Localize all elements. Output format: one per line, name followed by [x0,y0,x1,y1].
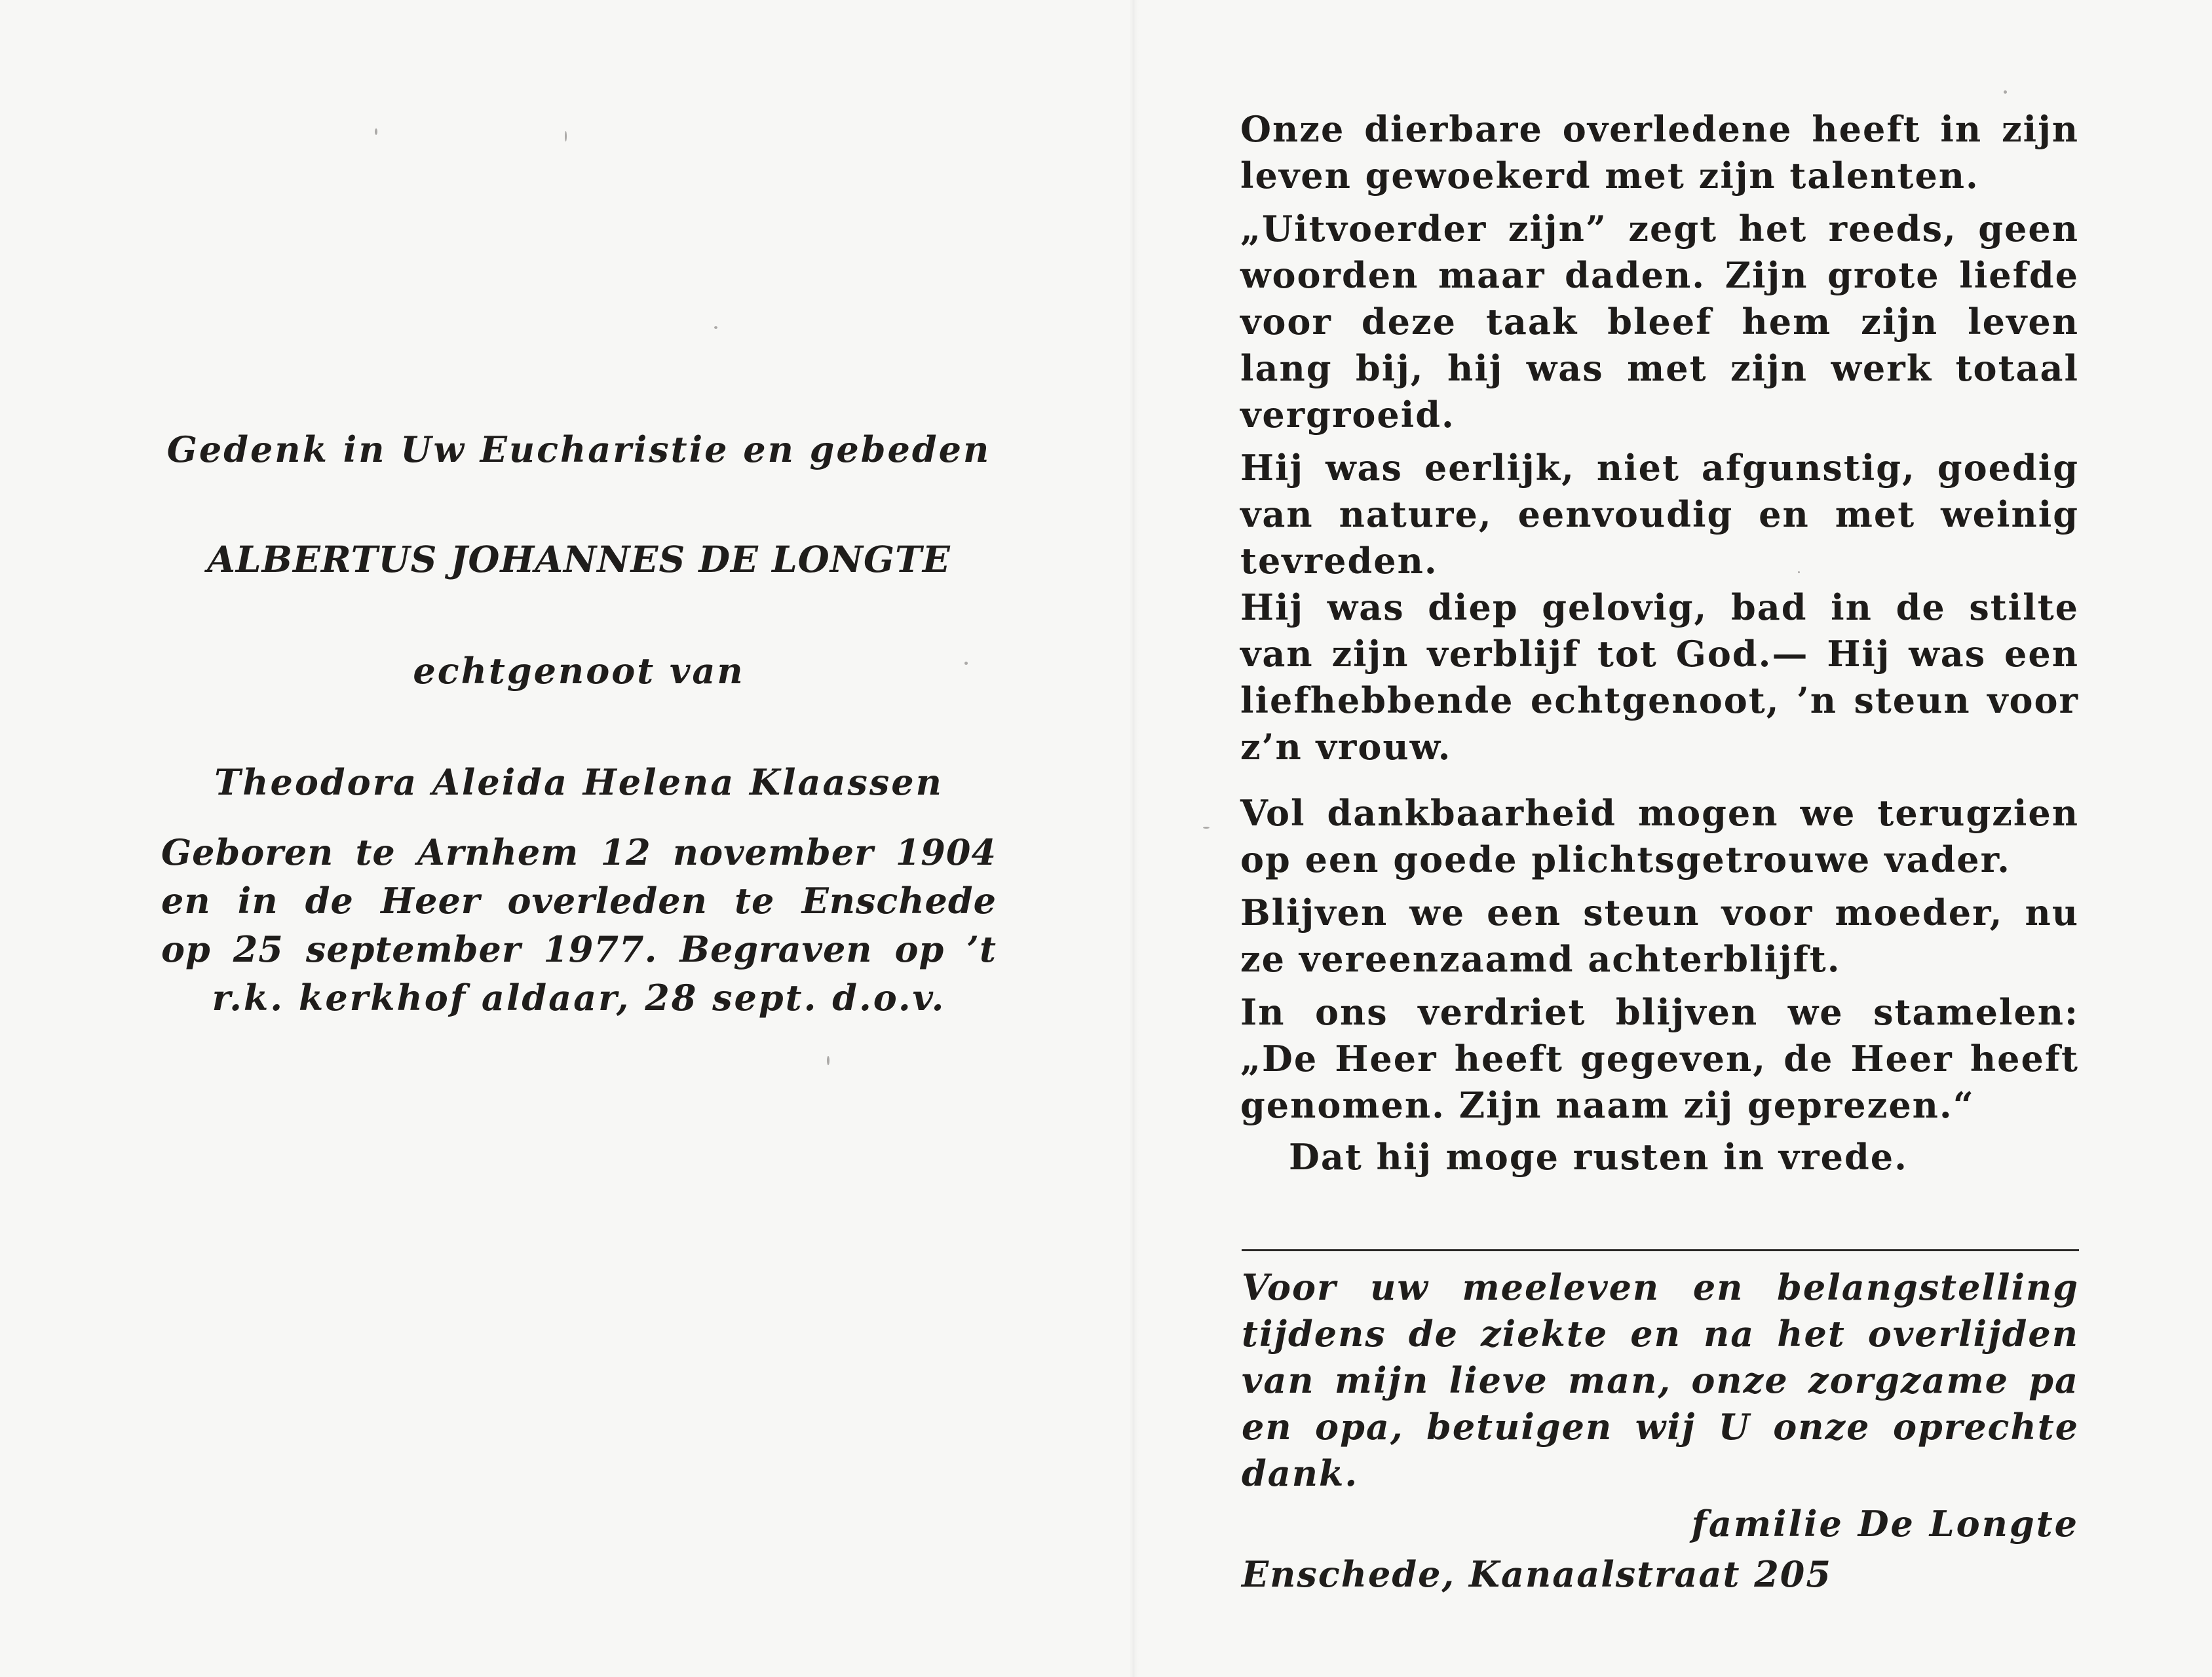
tribute-line: z’n vrouw. [1240,726,1452,768]
tribute-line: genomen. Zijn naam zij geprezen.“ [1240,1084,1975,1126]
thanks-line: dank. [1242,1452,1359,1494]
tribute-line: „De Heer heeft gegeven, de Heer heeft [1240,1038,2079,1080]
thanks-line: van mijn lieve man, onze zorgzame pa [1242,1359,2079,1401]
paper-speck [2004,90,2007,94]
tribute-line: In ons verdriet blijven we stamelen: [1240,991,2079,1033]
deceased-name: ALBERTUS JOHANNES DE LONGTE [207,538,951,580]
tribute-line: leven gewoekerd met zijn talenten. [1240,155,1979,197]
family-signature: familie De Longte [1691,1503,2079,1545]
tribute-line: lang bij, hij was met zijn werk totaal [1240,347,2079,389]
tribute-paragraph [1240,445,2079,584]
tribute-line: voor deze taak bleef hem zijn leven [1240,301,2079,343]
family-address: Enschede, Kanaalstraat 205 [1242,1553,1832,1595]
left-panel [161,426,997,1022]
tribute-line: liefhebbende echtgenoot, ’n steun voor [1240,679,2079,721]
paper-speck [714,326,717,329]
birth-death-block [161,828,997,1022]
tribute-line: woorden maar daden. Zijn grote liefde [1240,254,2079,296]
tribute-line: „Uitvoerder zijn” zegt het reeds, geen [1240,208,2079,250]
closing-line: Dat hij moge rusten in vrede. [1289,1136,1908,1178]
tribute-line: van zijn verblijf tot God.— Hij was een [1240,633,2079,675]
tribute-line: op een goede plichtsgetrouwe vader. [1240,838,2011,880]
spouse-name: Theodora Aleida Helena Klaassen [214,761,944,803]
invocation-text: Gedenk in Uw Eucharistie en gebeden [166,428,991,470]
thanks-line: tijdens de ziekte en na het overlijden [1242,1313,2079,1355]
tribute-paragraph [1240,890,2079,983]
tribute-line: tevreden. [1240,540,1438,582]
tribute-line: vergroeid. [1240,394,1455,436]
paper-speck [1203,827,1210,829]
right-panel [1240,106,2079,1180]
birth-death-line: Geboren te Arnhem 12 november 1904 [161,831,997,873]
thanks-line: en opa, betuigen wij U onze oprechte [1242,1406,2079,1448]
birth-death-line: op 25 september 1977. Begraven op ’t [161,928,997,970]
section-divider [1242,1249,2079,1251]
card-fold [1130,0,1139,1677]
tribute-line: van nature, eenvoudig en met weinig [1240,493,2079,535]
tribute-line: Onze dierbare overledene heeft in zijn [1240,108,2079,150]
paper-speck [827,1056,830,1065]
thanks-block [1242,1264,2079,1598]
paper-speck [565,131,567,141]
tribute-line: Hij was diep gelovig, bad in de stilte [1240,586,2079,628]
tribute-line: Hij was eerlijk, niet afgunstig, goedig [1240,447,2079,489]
tribute-paragraph [1240,790,2079,883]
tribute-line: Vol dankbaarheid mogen we terugzien [1240,792,2079,834]
thanks-line: Voor uw meeleven en belangstelling [1242,1266,2079,1308]
tribute-line: Blijven we een steun voor moeder, nu [1240,892,2079,933]
birth-death-line: r.k. kerkhof aldaar, 28 sept. d.o.v. [212,977,946,1019]
tribute-paragraph [1240,584,2079,770]
relation-text: echtgenoot van [413,650,745,692]
paper-speck [375,128,377,135]
birth-death-line: en in de Heer overleden te Enschede [161,880,997,922]
tribute-paragraph [1240,989,2079,1129]
tribute-paragraph [1240,106,2079,199]
tribute-paragraph [1240,206,2079,438]
tribute-line: ze vereenzaamd achterblijft. [1240,938,1841,980]
